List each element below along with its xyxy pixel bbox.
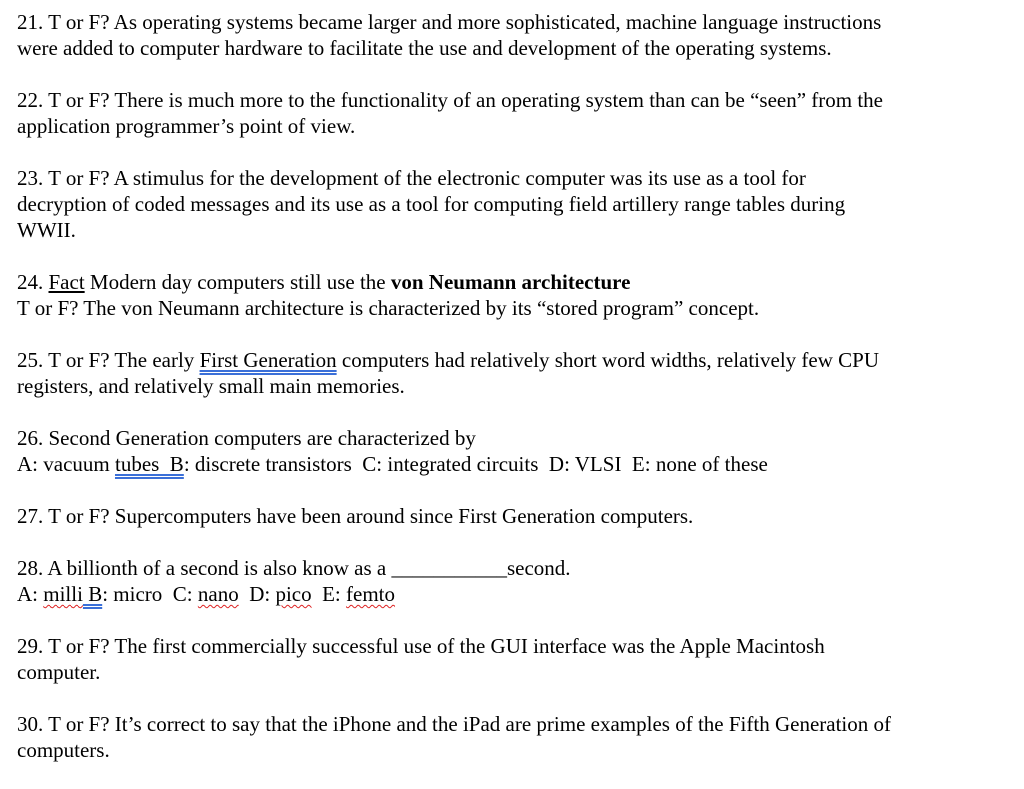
question-21 <box>17 9 1017 61</box>
grammar-flag[interactable]: B <box>82 582 103 606</box>
text-line: computers. <box>17 738 110 762</box>
spelling-flag[interactable]: nano <box>197 582 239 606</box>
text-line <box>17 269 1017 295</box>
spelling-flag[interactable]: pico <box>275 582 312 606</box>
text: : micro C: <box>102 582 198 606</box>
text: 28. A billionth of a second is also know as a <box>17 556 392 580</box>
text-line <box>17 555 1017 581</box>
question-22 <box>17 87 1017 139</box>
text: second. <box>506 556 571 580</box>
fact-label: Fact <box>48 270 85 294</box>
answer-blank: ___________ <box>391 556 507 580</box>
question-30 <box>17 711 1017 763</box>
document <box>17 9 1017 789</box>
text: 25. T or F? The early <box>17 348 200 372</box>
text: Modern day computers still use the <box>84 270 391 294</box>
text: D: <box>238 582 276 606</box>
text: A: vacuum <box>17 452 115 476</box>
question-number: 24. <box>17 270 49 294</box>
text-line: registers, and relatively small main memories. <box>17 374 405 398</box>
question-25 <box>17 347 1017 399</box>
question-28 <box>17 555 1017 607</box>
text: : discrete transistors C: integrated circuits D: VLSI E: none of these <box>183 452 768 476</box>
bold-term: von Neumann architecture <box>390 270 631 294</box>
spelling-flag[interactable]: femto <box>346 582 396 606</box>
text-line <box>17 581 1017 607</box>
question-27 <box>17 503 1017 529</box>
text-line: 23. T or F? A stimulus for the development of the electronic computer was its use as a tool for <box>17 166 806 190</box>
text-line: T or F? The von Neumann architecture is characterized by its “stored program” concept. <box>17 296 760 320</box>
text-line: application programmer’s point of view. <box>17 114 356 138</box>
text-line: 27. T or F? Supercomputers have been around since First Generation computers. <box>17 504 694 528</box>
spelling-flag[interactable]: milli <box>43 582 83 606</box>
grammar-flag[interactable]: tubes B <box>114 452 184 476</box>
text-line <box>17 347 1017 373</box>
text-line: decryption of coded messages and its use as a tool for computing field artillery range tables during <box>17 192 846 216</box>
question-26 <box>17 425 1017 477</box>
question-24 <box>17 269 1017 321</box>
question-23 <box>17 165 1017 243</box>
text: A: <box>17 582 44 606</box>
text-line <box>17 451 1017 477</box>
text-line: WWII. <box>17 218 76 242</box>
text-line: were added to computer hardware to facilitate the use and development of the operating systems. <box>17 36 832 60</box>
grammar-flag[interactable]: First Generation <box>199 348 337 372</box>
text-line: 22. T or F? There is much more to the functionality of an operating system than can be “seen” from the <box>17 88 884 112</box>
text-line: 29. T or F? The first commercially successful use of the GUI interface was the Apple Macintosh <box>17 634 825 658</box>
text: computers had relatively short word widths, relatively few CPU <box>336 348 880 372</box>
text: E: <box>311 582 347 606</box>
question-29 <box>17 633 1017 685</box>
text-line: 21. T or F? As operating systems became larger and more sophisticated, machine language instructions <box>17 10 882 34</box>
text-line: computer. <box>17 660 101 684</box>
text-line: 30. T or F? It’s correct to say that the iPhone and the iPad are prime examples of the Fifth Generation of <box>17 712 891 736</box>
text-line: 26. Second Generation computers are characterized by <box>17 426 476 450</box>
